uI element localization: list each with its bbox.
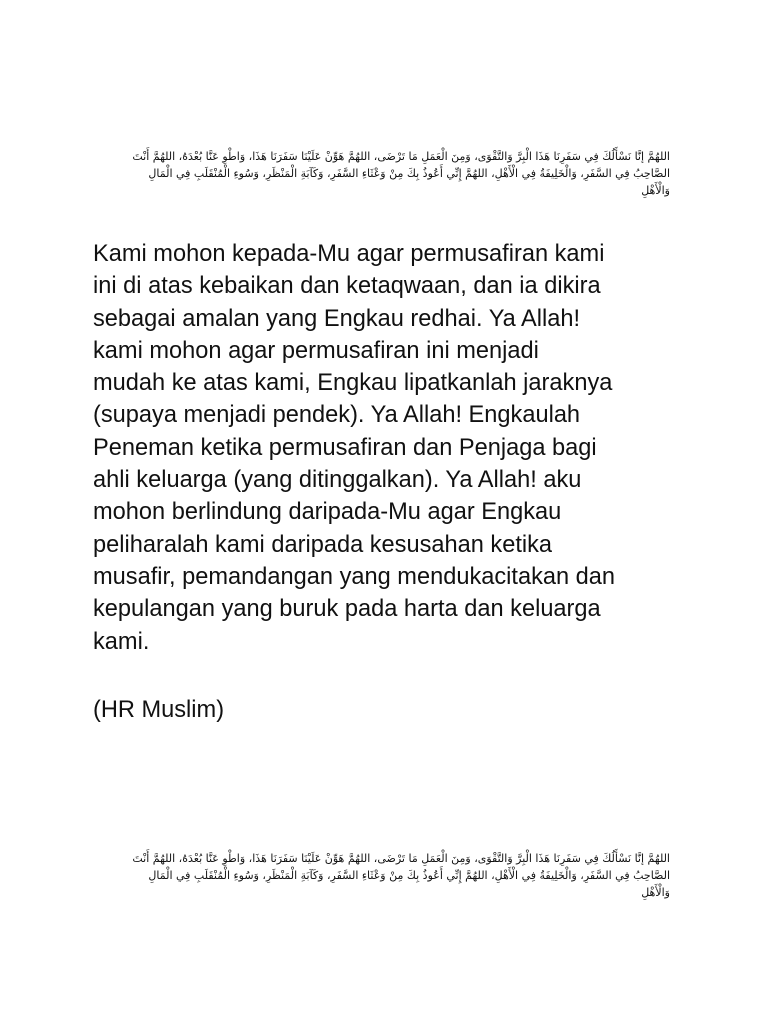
translation-line: kami mohon agar permusafiran ini menjadi	[93, 337, 539, 364]
arabic-prayer-bottom	[92, 850, 670, 901]
translation-line: kepulangan yang buruk pada harta dan keluarga	[93, 596, 601, 623]
arabic-prayer-top	[92, 148, 670, 199]
arabic-line: الصَّاحِبُ فِي السَّفَرِ، وَالْخَلِيفَةُ فِي الْأَهْلِ، اللهُمَّ إِنِّي أَعُوذُ بِكَ مِنْ وَعْثَاءِ السَّفَرِ، وَكَآبَةِ الْمَنْظَرِ، وَسُوءِ الْمُنْقَلَبِ فِي الْمَالِ	[148, 167, 670, 180]
translation-line: (supaya menjadi pendek). Ya Allah! Engkaulah	[93, 402, 581, 429]
translation-line: Kami mohon kepada-Mu agar permusafiran kami	[93, 241, 605, 267]
arabic-line: اللهُمَّ إنَّا نَسْأَلُكَ فِي سَفَرِنَا هَذَا الْبِرَّ وَالتَّقْوَى، وَمِنَ الْعَمَلِ مَا تَرْضَى، اللهُمَّ هَوِّنْ عَلَيْنَا سَفَرَنَا هَذَا، وَاطْوِ عَنَّا بُعْدَهُ، اللهُمَّ أَنْتَ	[132, 852, 670, 865]
hadith-citation: (HR Muslim)	[93, 697, 225, 723]
translation-line: ini di atas kebaikan dan ketaqwaan, dan ia dikira	[93, 273, 601, 300]
translation-line: ahli keluarga (yang ditinggalkan). Ya Allah! aku	[93, 467, 582, 494]
translation-line: peliharalah kami daripada kesusahan ketika	[93, 531, 553, 558]
arabic-line: وَالْأَهْلِ	[641, 886, 670, 899]
arabic-line: الصَّاحِبُ فِي السَّفَرِ، وَالْخَلِيفَةُ فِي الْأَهْلِ، اللهُمَّ إِنِّي أَعُوذُ بِكَ مِنْ وَعْثَاءِ السَّفَرِ، وَكَآبَةِ الْمَنْظَرِ، وَسُوءِ الْمُنْقَلَبِ فِي الْمَالِ	[148, 869, 670, 882]
translation-line: musafir, pemandangan yang mendukacitakan dan	[93, 563, 616, 590]
translation-line: kami.	[93, 628, 150, 655]
translation-paragraph	[93, 238, 673, 658]
translation-line: mudah ke atas kami, Engkau lipatkanlah jaraknya	[93, 370, 613, 397]
arabic-line: اللهُمَّ إنَّا نَسْأَلُكَ فِي سَفَرِنَا هَذَا الْبِرَّ وَالتَّقْوَى، وَمِنَ الْعَمَلِ مَا تَرْضَى، اللهُمَّ هَوِّنْ عَلَيْنَا سَفَرَنَا هَذَا، وَاطْوِ عَنَّا بُعْدَهُ، اللهُمَّ أَنْتَ	[132, 150, 670, 163]
translation-line: sebagai amalan yang Engkau redhai. Ya Allah!	[93, 305, 581, 332]
arabic-line: وَالْأَهْلِ	[641, 184, 670, 197]
translation-line: mohon berlindung daripada-Mu agar Engkau	[93, 499, 562, 526]
translation-line: Peneman ketika permusafiran dan Penjaga bagi	[93, 434, 597, 461]
